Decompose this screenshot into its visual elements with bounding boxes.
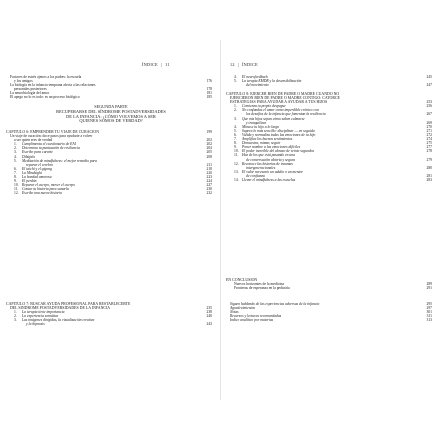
toc-row[interactable]: 1. Comienza tu propio despegue 256 xyxy=(234,104,432,109)
toc-row[interactable]: 4. El neurofeedback 245 xyxy=(234,75,432,79)
toc-row[interactable]: personales posteriores 178 xyxy=(14,87,212,92)
toc-row[interactable]: 5. La terapia EMDR y la desensibilización xyxy=(234,79,302,84)
toc-row[interactable]: 7. La Mindsight 220 xyxy=(14,170,212,175)
toc-row[interactable]: 2. Determina tu puntuación de resiliencia 204 xyxy=(14,146,212,151)
toc-row[interactable]: Recursos y lecturas recomendadas 311 xyxy=(230,314,432,319)
toc-row[interactable]: 10. Reparar el cuerpo, mover el cuerpo 227 xyxy=(14,183,212,188)
toc-row[interactable]: 4. Mima a tu hijo a lo largo 270 xyxy=(234,124,432,129)
toc-row[interactable]: 5. Meditación de mindfulness: el mejor remedio para xyxy=(14,158,97,163)
running-head-separator: | xyxy=(161,62,163,67)
part-title-line: DE LA INFANCIA: ¿CÓMO VOLVEMOS A SER xyxy=(66,113,156,119)
running-head-label: ÍNDICE xyxy=(142,62,158,67)
toc-row[interactable]: 11. Contar tu historia para sanarla 230 xyxy=(14,187,212,192)
toc-row[interactable]: reparar el cerebro 211 xyxy=(26,162,212,167)
toc-row[interactable]: los desafíos de la infancia que fomentan la resiliencia 267 xyxy=(246,112,432,117)
toc-row[interactable]: a ser quien eres de verdad 202 xyxy=(14,138,212,143)
back-matter xyxy=(226,302,436,322)
chapter-title-row[interactable]: ESTRATEGIAS PARA AYUDAR A AYUDAR A TUS HIJOS 253 xyxy=(230,100,432,105)
toc-row[interactable]: 2. No confundas el amor como imperdible crónico con xyxy=(234,108,319,113)
chapter-title-row[interactable]: EJERCIERON BIEN DE PADRE O MADRE CONTIGO: CATORCE xyxy=(230,96,340,101)
toc-row[interactable]: Nuevos horizontes de la medicina 289 xyxy=(234,282,432,287)
toc-row[interactable]: Índice analítico por materias 313 xyxy=(230,318,432,323)
toc-row[interactable]: intergeneracionales 280 xyxy=(246,165,432,170)
chapter-7 xyxy=(6,302,216,327)
running-head-label: ÍNDICE xyxy=(241,62,258,67)
right-page xyxy=(226,50,436,382)
toc-row[interactable]: La biología en la infancia temprana afecta a las relaciones xyxy=(10,83,96,88)
intro-rows xyxy=(6,75,216,100)
chapter-title-row[interactable]: CAPÍTULO 8: EJERCER BIEN DE PADRE O MADRE CUANDO NO xyxy=(226,92,340,96)
chapter-title-row[interactable]: CAPÍTULO 6: EMPRENDER TU VIAJE DE CURACIÓN 199 xyxy=(6,130,212,134)
toc-row[interactable]: 5. Supera lo más sencillo: disciplinar — en seguida 271 xyxy=(234,128,432,133)
toc-row[interactable]: 10. El poder increíble del abrazo de veinte segundos 278 xyxy=(234,149,432,154)
toc-row[interactable]: Un viaje de curación: doce pasos para ayudarte a volver xyxy=(10,134,93,139)
toc-row[interactable]: del movimiento 247 xyxy=(246,83,432,88)
toc-row[interactable]: 7. Amplifica los buenos sentimientos 274 xyxy=(234,137,432,142)
part-label: SEGUNDA PARTE xyxy=(94,104,128,109)
toc-row[interactable]: 3. Que mis hijos sepan cómo saben calmarse xyxy=(234,116,305,121)
toc-row[interactable]: 12. Reconoce las historias de traumas xyxy=(234,161,293,166)
toc-row[interactable]: 8. La bondad amorosa 223 xyxy=(14,175,212,180)
toc-row[interactable]: 9. El perdón 224 xyxy=(14,179,212,184)
toc-row[interactable]: La neurobiología del amor 181 xyxy=(10,91,212,96)
toc-row[interactable]: 11. Haz de los que está pasando en una xyxy=(234,153,295,158)
left-page xyxy=(6,50,216,382)
top-items xyxy=(226,75,436,87)
chapter-6 xyxy=(6,130,216,196)
toc-row[interactable]: 8. Demuestra, mimar, seguir 275 xyxy=(234,141,432,146)
toc-row[interactable]: y la hipnosis 243 xyxy=(26,322,212,327)
toc-row[interactable]: 6. Valida y normaliza todas las emociones de tu hijo 272 xyxy=(234,132,432,137)
page-number: 11 xyxy=(165,62,170,67)
toc-row[interactable]: 1. Cumplimenta el cuestionario de EAI 202 xyxy=(14,142,212,147)
toc-row[interactable]: de conversación abierta y segura 279 xyxy=(246,157,432,162)
toc-row[interactable]: 14. Llevar el mindfulness a las escuelas 283 xyxy=(234,177,432,182)
toc-row[interactable]: y los amigos 176 xyxy=(14,79,212,84)
chapter-title-row[interactable]: EN CONCLUSIÓN xyxy=(226,278,258,282)
toc-row[interactable]: 9. Poner nombre a las emociones difíciles 277 xyxy=(234,145,432,150)
toc-row[interactable]: 12. Escribe una nueva historia 232 xyxy=(14,191,212,196)
toc-row[interactable]: Agradecimientos 297 xyxy=(230,306,432,311)
toc-row[interactable]: 2. La experiencia somática 240 xyxy=(14,314,212,319)
running-head-separator: | xyxy=(237,62,239,67)
toc-row[interactable]: de confianza 281 xyxy=(246,173,432,178)
toc-row[interactable]: El apego no lo es todo: es un proceso biológico 185 xyxy=(10,95,212,100)
chapter-title-row[interactable]: CAPÍTULO 7: BUSCAR AYUDA PROFESIONAL PARA RESTABLECERTE xyxy=(6,302,131,306)
toc-row[interactable]: Notas 301 xyxy=(230,310,432,315)
toc-row[interactable]: 3. Las imágenes dirigidas, la visualización creativa xyxy=(14,318,95,323)
toc-row[interactable]: 3. Escribe para curarte 205 xyxy=(14,150,212,155)
toc-row[interactable]: 4. Dibújalo 208 xyxy=(14,154,212,159)
toc-row[interactable]: y tranquilizar 269 xyxy=(246,120,432,125)
toc-row[interactable]: Fronteras de esperanza en la pediatría 291 xyxy=(234,286,432,291)
chapter-8 xyxy=(226,92,436,182)
part-heading xyxy=(6,105,216,124)
toc-row[interactable]: Factores de estrés ajenos a los padres: la escuela xyxy=(10,75,82,79)
part-title-line: QUIENES SOMOS DE VERDAD? xyxy=(79,118,143,124)
page-number: 12 xyxy=(230,62,235,67)
part-title-line: RECUPERARSE DEL SÍNDROME POSTADVERSIDADES xyxy=(56,108,166,114)
toc-row[interactable]: 6. El taichí y el qigong 218 xyxy=(14,166,212,171)
conclusion xyxy=(226,278,436,290)
toc-row[interactable]: 1. La terapia tiene importancia 238 xyxy=(14,310,212,315)
toc-row[interactable]: Siguen hablando de las experiencias adversas de la infancia 295 xyxy=(230,302,432,306)
chapter-title-row[interactable]: DEL SÍNDROME POSTADVERSIDADES DE LA INFANCIA 235 xyxy=(10,306,212,311)
toc-row[interactable]: 13. El valor necesario un adulto o un mentor xyxy=(234,169,303,174)
book-spine xyxy=(220,40,221,400)
